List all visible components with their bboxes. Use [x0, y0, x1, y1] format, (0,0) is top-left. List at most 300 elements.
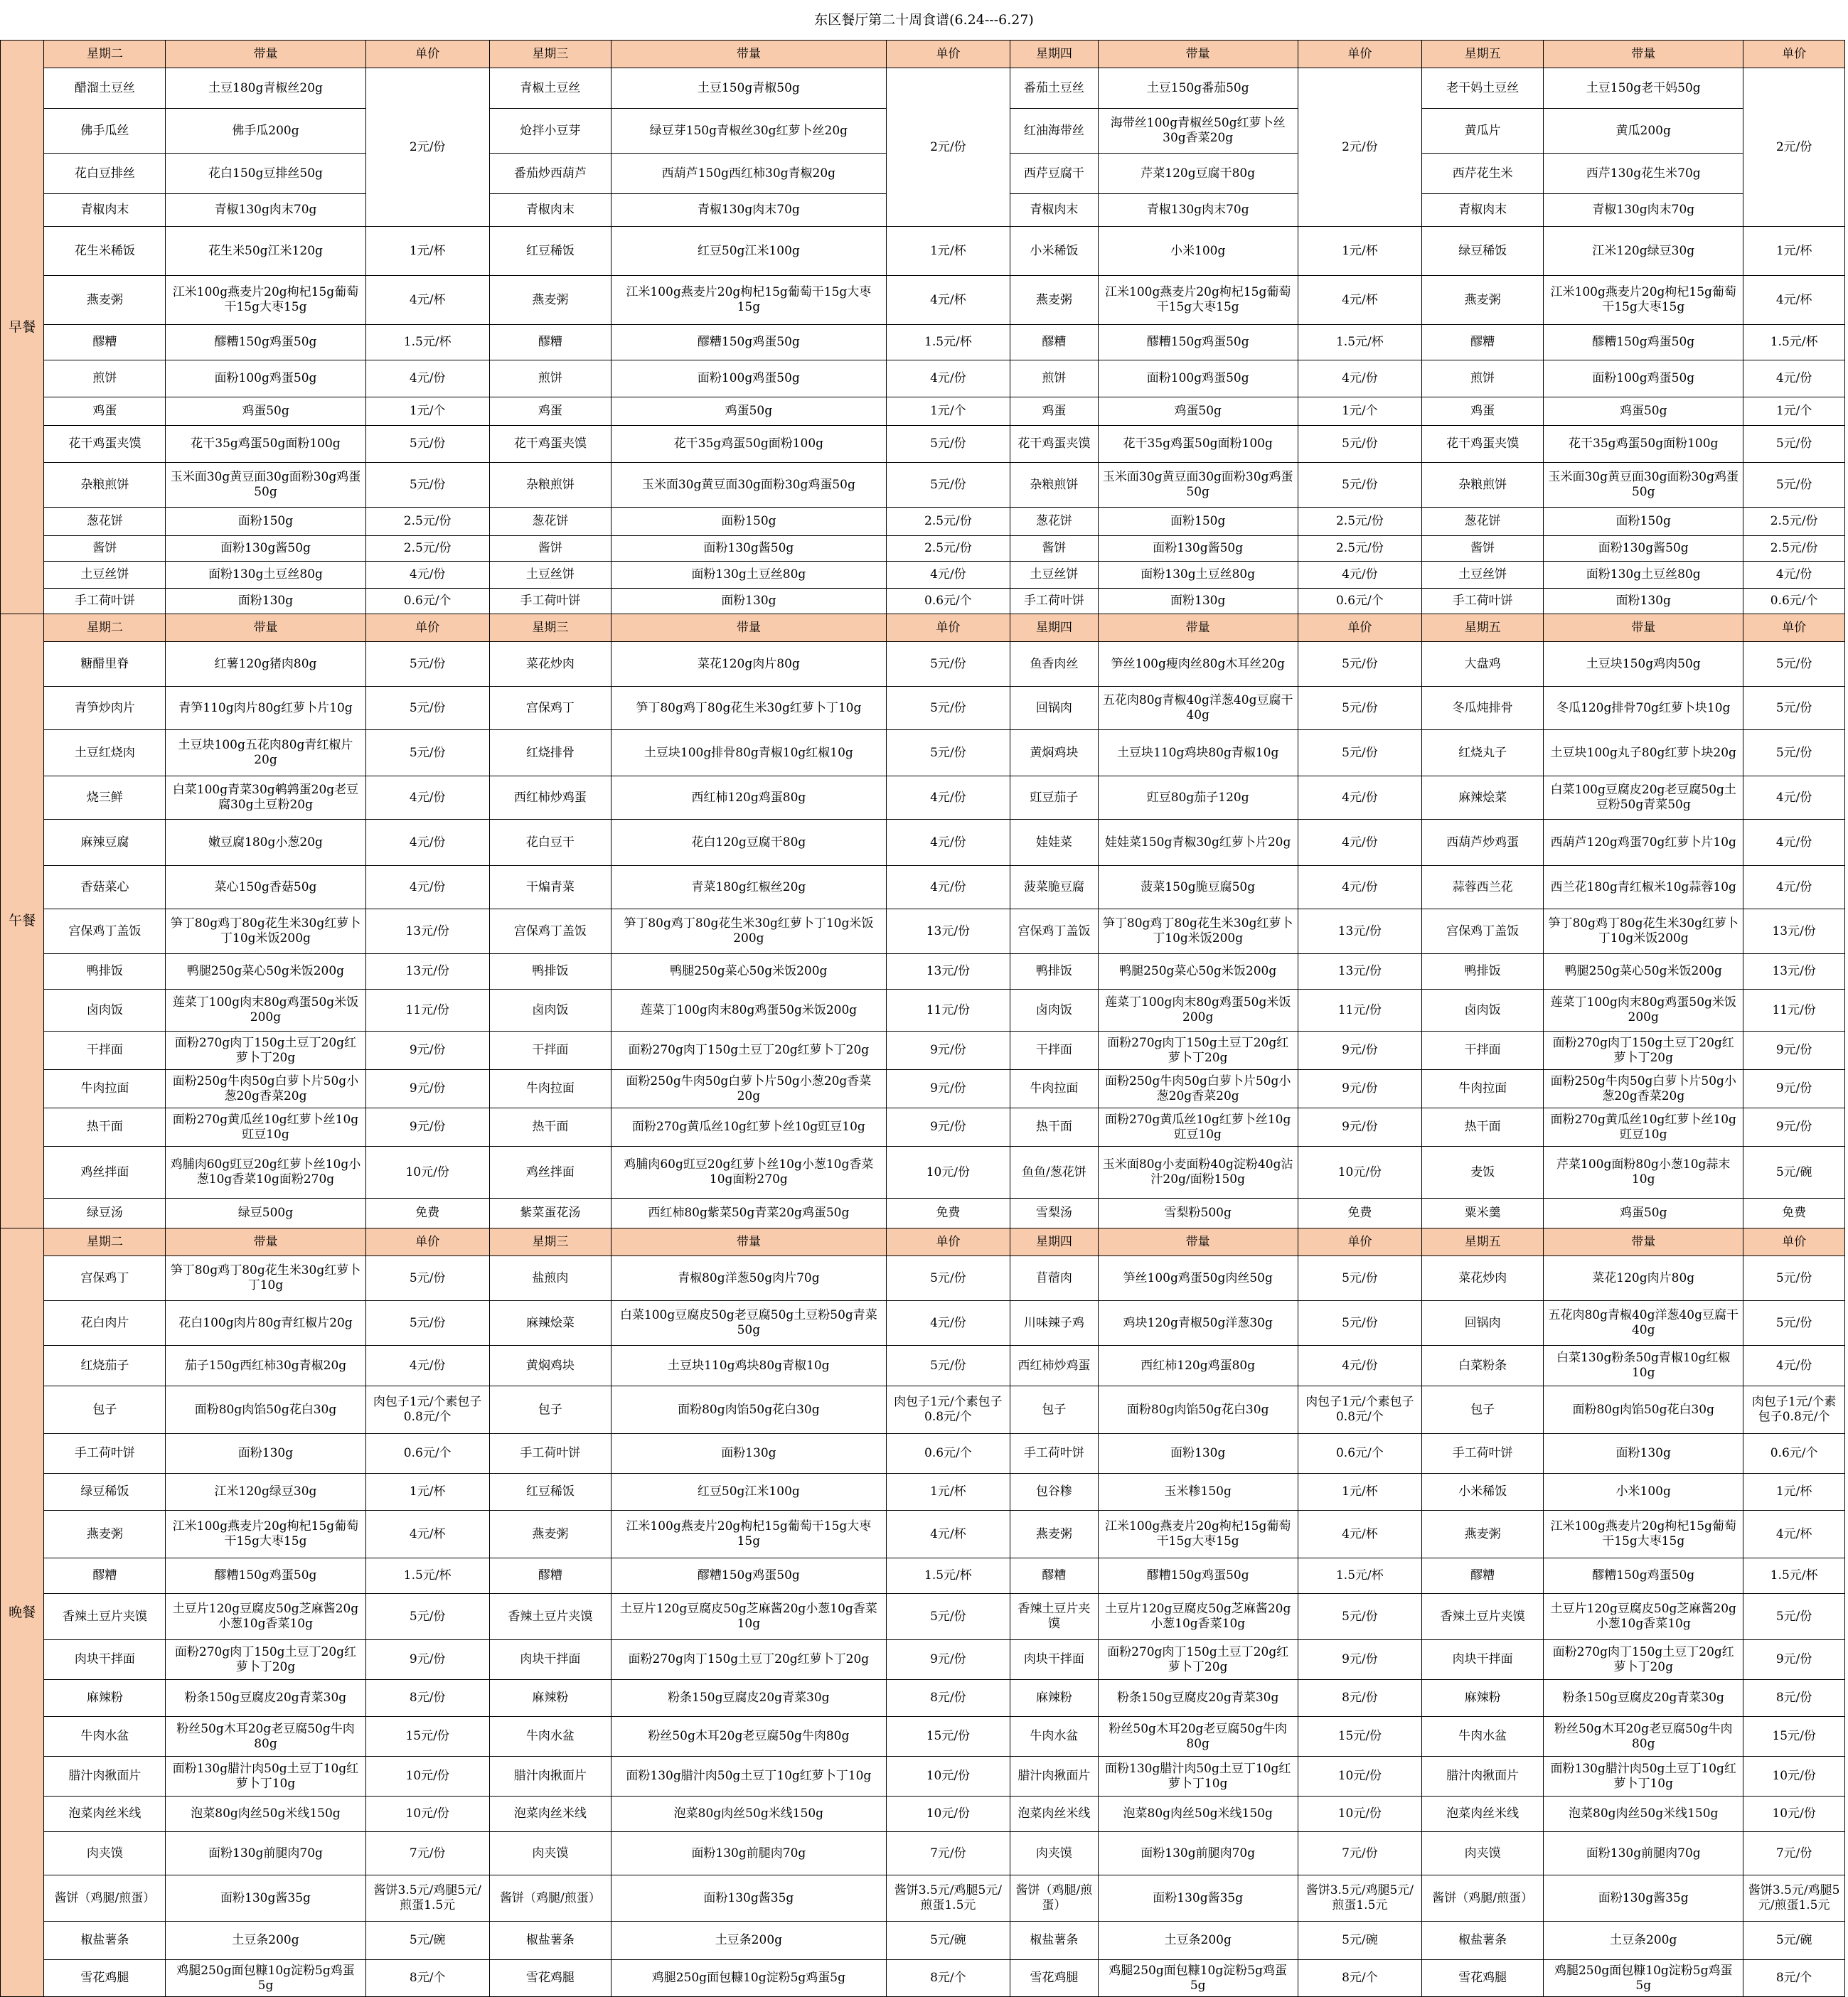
dish-name-cell[interactable]: 醪糟 — [44, 325, 166, 360]
price-cell[interactable]: 4元/杯 — [1298, 1511, 1421, 1558]
price-cell[interactable]: 7元/份 — [886, 1832, 1010, 1875]
dish-name-cell[interactable]: 牛肉拉面 — [44, 1070, 166, 1108]
price-cell[interactable]: 10元/份 — [1743, 1757, 1845, 1797]
price-cell[interactable]: 2元/份 — [1298, 68, 1421, 227]
price-cell[interactable]: 7元/份 — [1743, 1832, 1845, 1875]
portion-cell[interactable]: 鸭腿250g菜心50g米饭200g — [611, 954, 887, 990]
price-cell[interactable]: 5元/份 — [365, 426, 489, 463]
price-cell[interactable]: 1.5元/杯 — [886, 325, 1010, 360]
price-cell[interactable]: 2.5元/份 — [1743, 508, 1845, 536]
price-cell[interactable]: 5元/份 — [365, 463, 489, 508]
price-cell[interactable]: 9元/份 — [365, 1108, 489, 1147]
price-cell[interactable]: 8元/份 — [365, 1680, 489, 1717]
dish-name-cell[interactable]: 糖醋里脊 — [44, 642, 166, 687]
portion-cell[interactable]: 粉丝50g木耳20g老豆腐50g牛肉80g — [1098, 1717, 1298, 1757]
portion-cell[interactable]: 笋丝100g瘦肉丝80g木耳丝20g — [1098, 642, 1298, 687]
price-cell[interactable]: 9元/份 — [886, 1070, 1010, 1108]
price-cell[interactable]: 免费 — [365, 1199, 489, 1228]
dish-name-cell[interactable]: 盐煎肉 — [489, 1256, 611, 1301]
price-cell[interactable]: 2.5元/份 — [886, 508, 1010, 536]
dish-name-cell[interactable]: 醪糟 — [1422, 325, 1544, 360]
price-cell[interactable]: 5元/份 — [365, 1301, 489, 1346]
dish-name-cell[interactable]: 燕麦粥 — [1422, 1511, 1544, 1558]
dish-name-cell[interactable]: 鸭排饭 — [44, 954, 166, 990]
portion-cell[interactable]: 面粉270g黄瓜丝10g红萝卜丝10g豇豆10g — [166, 1108, 365, 1147]
price-cell[interactable]: 1.5元/杯 — [365, 325, 489, 360]
portion-cell[interactable]: 面粉270g肉丁150g土豆丁20g红萝卜丁20g — [166, 1032, 365, 1070]
portion-cell[interactable]: 鸡蛋50g — [611, 397, 887, 426]
price-cell[interactable]: 9元/份 — [886, 1640, 1010, 1680]
portion-cell[interactable]: 面粉130g酱50g — [1098, 536, 1298, 562]
dish-name-cell[interactable]: 土豆丝饼 — [44, 562, 166, 589]
dish-name-cell[interactable]: 绿豆稀饭 — [44, 1474, 166, 1511]
portion-cell[interactable]: 土豆块110g鸡块80g青椒10g — [1098, 730, 1298, 776]
price-cell[interactable]: 10元/份 — [365, 1147, 489, 1199]
price-cell[interactable]: 5元/碗 — [1743, 1147, 1845, 1199]
portion-cell[interactable]: 面粉150g — [1098, 508, 1298, 536]
portion-cell[interactable]: 江米100g燕麦片20g枸杞15g葡萄干15g大枣15g — [611, 276, 887, 325]
dish-name-cell[interactable]: 手工荷叶饼 — [489, 589, 611, 614]
portion-cell[interactable]: 娃娃菜150g青椒30g红萝卜片20g — [1098, 820, 1298, 866]
dish-name-cell[interactable]: 西芹豆腐干 — [1010, 154, 1099, 194]
price-cell[interactable]: 2.5元/份 — [1298, 508, 1421, 536]
portion-cell[interactable]: 土豆条200g — [166, 1922, 365, 1960]
portion-cell[interactable]: 笋丁80g鸡丁80g花生米30g红萝卜丁10g — [166, 1256, 365, 1301]
portion-cell[interactable]: 面粉250g牛肉50g白萝卜片50g小葱20g香菜20g — [611, 1070, 887, 1108]
portion-cell[interactable]: 土豆条200g — [611, 1922, 887, 1960]
price-cell[interactable]: 15元/份 — [365, 1717, 489, 1757]
dish-name-cell[interactable]: 回锅肉 — [1010, 687, 1099, 730]
price-cell[interactable]: 5元/份 — [1298, 1301, 1421, 1346]
price-cell[interactable]: 5元/份 — [1743, 642, 1845, 687]
dish-name-cell[interactable]: 泡菜肉丝米线 — [1010, 1797, 1099, 1832]
portion-cell[interactable]: 面粉130g土豆丝80g — [1098, 562, 1298, 589]
portion-cell[interactable]: 醪糟150g鸡蛋50g — [611, 1558, 887, 1594]
portion-cell[interactable]: 雪梨粉500g — [1098, 1199, 1298, 1228]
dish-name-cell[interactable]: 干拌面 — [1422, 1032, 1544, 1070]
portion-cell[interactable]: 面粉130g前腿肉70g — [1098, 1832, 1298, 1875]
dish-name-cell[interactable]: 香菇菜心 — [44, 866, 166, 909]
portion-cell[interactable]: 土豆150g番茄50g — [1098, 68, 1298, 109]
dish-name-cell[interactable]: 鸭排饭 — [1010, 954, 1099, 990]
portion-cell[interactable]: 面粉150g — [1544, 508, 1743, 536]
price-cell[interactable]: 13元/份 — [365, 909, 489, 954]
price-header[interactable]: 单价 — [886, 41, 1010, 68]
dish-name-cell[interactable]: 鸭排饭 — [1422, 954, 1544, 990]
price-cell[interactable]: 4元/份 — [886, 1301, 1010, 1346]
dish-name-cell[interactable]: 香辣土豆片夹馍 — [489, 1594, 611, 1640]
portion-cell[interactable]: 鸡腿250g面包糠10g淀粉5g鸡蛋5g — [611, 1960, 887, 1997]
dish-name-cell[interactable]: 手工荷叶饼 — [1422, 1434, 1544, 1474]
portion-cell[interactable]: 面粉250g牛肉50g白萝卜片50g小葱20g香菜20g — [1544, 1070, 1743, 1108]
dish-name-cell[interactable]: 肉块干拌面 — [1010, 1640, 1099, 1680]
dish-name-cell[interactable]: 红油海带丝 — [1010, 109, 1099, 154]
price-header[interactable]: 单价 — [886, 1228, 1010, 1256]
portion-cell[interactable]: 鸡蛋50g — [1098, 397, 1298, 426]
price-cell[interactable]: 4元/杯 — [886, 276, 1010, 325]
portion-cell[interactable]: 面粉80g肉馅50g花白30g — [611, 1386, 887, 1434]
portion-cell[interactable]: 醪糟150g鸡蛋50g — [1544, 1558, 1743, 1594]
portion-cell[interactable]: 花白150g豆排丝50g — [166, 154, 365, 194]
dish-name-cell[interactable]: 大盘鸡 — [1422, 642, 1544, 687]
portion-cell[interactable]: 面粉250g牛肉50g白萝卜片50g小葱20g香菜20g — [166, 1070, 365, 1108]
dish-name-cell[interactable]: 热干面 — [44, 1108, 166, 1147]
dish-name-cell[interactable]: 苜蓿肉 — [1010, 1256, 1099, 1301]
price-cell[interactable]: 1元/杯 — [1298, 1474, 1421, 1511]
price-header[interactable]: 单价 — [365, 1228, 489, 1256]
price-cell[interactable]: 肉包子1元/个素包子0.8元/个 — [886, 1386, 1010, 1434]
portion-cell[interactable]: 土豆150g老干妈50g — [1544, 68, 1743, 109]
dish-name-cell[interactable]: 红豆稀饭 — [489, 1474, 611, 1511]
portion-cell[interactable]: 笋丝100g鸡蛋50g肉丝50g — [1098, 1256, 1298, 1301]
dish-name-cell[interactable]: 肉块干拌面 — [489, 1640, 611, 1680]
dish-name-cell[interactable]: 酱饼（鸡腿/煎蛋） — [489, 1875, 611, 1922]
price-cell[interactable]: 2元/份 — [1743, 68, 1845, 227]
price-cell[interactable]: 5元/份 — [365, 730, 489, 776]
portion-cell[interactable]: 土豆片120g豆腐皮50g芝麻酱20g小葱10g香菜10g — [1098, 1594, 1298, 1640]
dish-name-cell[interactable]: 香辣土豆片夹馍 — [44, 1594, 166, 1640]
portion-cell[interactable]: 面粉130g — [611, 589, 887, 614]
portion-cell[interactable]: 醪糟150g鸡蛋50g — [611, 325, 887, 360]
dish-name-cell[interactable]: 麻辣粉 — [1010, 1680, 1099, 1717]
portion-cell[interactable]: 土豆块150g鸡肉50g — [1544, 642, 1743, 687]
portion-cell[interactable]: 花干35g鸡蛋50g面粉100g — [166, 426, 365, 463]
price-cell[interactable]: 5元/份 — [1743, 687, 1845, 730]
portion-cell[interactable]: 土豆片120g豆腐皮50g芝麻酱20g小葱10g香菜10g — [166, 1594, 365, 1640]
portion-cell[interactable]: 五花肉80g青椒40g洋葱40g豆腐干40g — [1098, 687, 1298, 730]
dish-name-cell[interactable]: 鸡蛋 — [1010, 397, 1099, 426]
dish-name-cell[interactable]: 青椒肉末 — [44, 194, 166, 227]
dish-name-cell[interactable]: 土豆红烧肉 — [44, 730, 166, 776]
portion-cell[interactable]: 莲菜丁100g肉末80g鸡蛋50g米饭200g — [1098, 990, 1298, 1032]
portion-cell[interactable]: 玉米面30g黄豆面30g面粉30g鸡蛋50g — [1098, 463, 1298, 508]
portion-cell[interactable]: 西红柿120g鸡蛋80g — [1098, 1346, 1298, 1386]
dish-name-cell[interactable]: 腊汁肉揪面片 — [1422, 1757, 1544, 1797]
portion-cell[interactable]: 江米100g燕麦片20g枸杞15g葡萄干15g大枣15g — [166, 276, 365, 325]
portion-cell[interactable]: 青椒130g肉末70g — [166, 194, 365, 227]
portion-cell[interactable]: 西葫芦150g西红柿30g青椒20g — [611, 154, 887, 194]
dish-name-cell[interactable]: 冬瓜炖排骨 — [1422, 687, 1544, 730]
portion-cell[interactable]: 红豆50g江米100g — [611, 227, 887, 276]
portion-cell[interactable]: 青椒130g肉末70g — [1544, 194, 1743, 227]
portion-cell[interactable]: 面粉100g鸡蛋50g — [1544, 360, 1743, 397]
dish-name-cell[interactable]: 热干面 — [489, 1108, 611, 1147]
dish-name-cell[interactable]: 热干面 — [1010, 1108, 1099, 1147]
dish-name-cell[interactable]: 干拌面 — [44, 1032, 166, 1070]
price-cell[interactable]: 8元/个 — [1298, 1960, 1421, 1997]
portion-cell[interactable]: 黄瓜200g — [1544, 109, 1743, 154]
price-cell[interactable]: 2.5元/份 — [365, 536, 489, 562]
price-cell[interactable]: 13元/份 — [1298, 909, 1421, 954]
portion-cell[interactable]: 面粉270g黄瓜丝10g红萝卜丝10g豇豆10g — [611, 1108, 887, 1147]
dish-name-cell[interactable]: 卤肉饭 — [1422, 990, 1544, 1032]
portion-cell[interactable]: 青笋110g肉片80g红萝卜片10g — [166, 687, 365, 730]
portion-cell[interactable]: 鸡块120g青椒50g洋葱30g — [1098, 1301, 1298, 1346]
dish-name-cell[interactable]: 干煸青菜 — [489, 866, 611, 909]
dish-name-cell[interactable]: 手工荷叶饼 — [489, 1434, 611, 1474]
price-cell[interactable]: 5元/份 — [1743, 426, 1845, 463]
price-cell[interactable]: 0.6元/个 — [365, 589, 489, 614]
dish-name-cell[interactable]: 燕麦粥 — [1422, 276, 1544, 325]
portion-cell[interactable]: 西红柿120g鸡蛋80g — [611, 776, 887, 820]
portion-header[interactable]: 带量 — [166, 614, 365, 642]
price-cell[interactable]: 1元/杯 — [1743, 227, 1845, 276]
price-cell[interactable]: 5元/碗 — [1298, 1922, 1421, 1960]
price-cell[interactable]: 1元/杯 — [886, 227, 1010, 276]
price-cell[interactable]: 5元/份 — [886, 1594, 1010, 1640]
dish-name-cell[interactable]: 青椒肉末 — [489, 194, 611, 227]
portion-cell[interactable]: 菜花120g肉片80g — [611, 642, 887, 687]
price-cell[interactable]: 0.6元/个 — [1743, 1434, 1845, 1474]
portion-cell[interactable]: 土豆180g青椒丝20g — [166, 68, 365, 109]
dish-name-cell[interactable]: 红烧茄子 — [44, 1346, 166, 1386]
dish-name-cell[interactable]: 煎饼 — [1422, 360, 1544, 397]
portion-cell[interactable]: 面粉100g鸡蛋50g — [1098, 360, 1298, 397]
dish-name-cell[interactable]: 麻辣粉 — [44, 1680, 166, 1717]
portion-cell[interactable]: 面粉270g黄瓜丝10g红萝卜丝10g豇豆10g — [1544, 1108, 1743, 1147]
price-cell[interactable]: 9元/份 — [365, 1070, 489, 1108]
portion-cell[interactable]: 土豆块110g鸡块80g青椒10g — [611, 1346, 887, 1386]
dish-name-cell[interactable]: 椒盐薯条 — [1010, 1922, 1099, 1960]
price-cell[interactable]: 酱饼3.5元/鸡腿5元/煎蛋1.5元 — [365, 1875, 489, 1922]
price-cell[interactable]: 9元/份 — [1298, 1640, 1421, 1680]
portion-cell[interactable]: 绿豆芽150g青椒丝30g红萝卜丝20g — [611, 109, 887, 154]
portion-cell[interactable]: 青椒80g洋葱50g肉片70g — [611, 1256, 887, 1301]
dish-name-cell[interactable]: 牛肉拉面 — [1422, 1070, 1544, 1108]
price-cell[interactable]: 5元/份 — [886, 426, 1010, 463]
dish-name-cell[interactable]: 牛肉水盆 — [489, 1717, 611, 1757]
dish-name-cell[interactable]: 干拌面 — [489, 1032, 611, 1070]
price-cell[interactable]: 1元/杯 — [365, 1474, 489, 1511]
dish-name-cell[interactable]: 热干面 — [1422, 1108, 1544, 1147]
price-cell[interactable]: 2.5元/份 — [365, 508, 489, 536]
price-cell[interactable]: 15元/份 — [886, 1717, 1010, 1757]
portion-cell[interactable]: 面粉130g前腿肉70g — [166, 1832, 365, 1875]
price-cell[interactable]: 5元/份 — [1743, 463, 1845, 508]
price-cell[interactable]: 5元/份 — [886, 1346, 1010, 1386]
price-cell[interactable]: 11元/份 — [1298, 990, 1421, 1032]
dish-name-cell[interactable]: 白菜粉条 — [1422, 1346, 1544, 1386]
dish-name-cell[interactable]: 酱饼 — [44, 536, 166, 562]
dish-name-cell[interactable]: 宫保鸡丁盖饭 — [1422, 909, 1544, 954]
portion-cell[interactable]: 土豆片120g豆腐皮50g芝麻酱20g小葱10g香菜10g — [1544, 1594, 1743, 1640]
portion-cell[interactable]: 面粉130g酱35g — [611, 1875, 887, 1922]
portion-cell[interactable]: 面粉130g腊汁肉50g土豆丁10g红萝卜丁10g — [1098, 1757, 1298, 1797]
price-cell[interactable]: 4元/份 — [886, 360, 1010, 397]
dish-name-cell[interactable]: 杂粮煎饼 — [44, 463, 166, 508]
dish-name-cell[interactable]: 手工荷叶饼 — [44, 589, 166, 614]
price-cell[interactable]: 11元/份 — [886, 990, 1010, 1032]
dish-name-cell[interactable]: 烧三鲜 — [44, 776, 166, 820]
price-cell[interactable]: 13元/份 — [886, 909, 1010, 954]
portion-cell[interactable]: 面粉80g肉馅50g花白30g — [1544, 1386, 1743, 1434]
dish-name-cell[interactable]: 菜花炒肉 — [1422, 1256, 1544, 1301]
dish-name-cell[interactable]: 花白豆干 — [489, 820, 611, 866]
portion-cell[interactable]: 面粉130g — [1544, 589, 1743, 614]
portion-cell[interactable]: 白菜100g青菜30g鹌鹑蛋20g老豆腐30g土豆粉20g — [166, 776, 365, 820]
portion-cell[interactable]: 鸡脯肉60g豇豆20g红萝卜丝10g小葱10g香菜10g面粉270g — [166, 1147, 365, 1199]
price-cell[interactable]: 1元/个 — [365, 397, 489, 426]
dish-name-cell[interactable]: 泡菜肉丝米线 — [489, 1797, 611, 1832]
price-cell[interactable]: 11元/份 — [365, 990, 489, 1032]
portion-cell[interactable]: 面粉130g酱50g — [611, 536, 887, 562]
portion-cell[interactable]: 笋丁80g鸡丁80g花生米30g红萝卜丁10g米饭200g — [166, 909, 365, 954]
dish-name-cell[interactable]: 土豆丝饼 — [1422, 562, 1544, 589]
price-cell[interactable]: 8元/份 — [1298, 1680, 1421, 1717]
dish-name-cell[interactable]: 手工荷叶饼 — [44, 1434, 166, 1474]
dish-name-cell[interactable]: 宫保鸡丁 — [44, 1256, 166, 1301]
portion-cell[interactable]: 醪糟150g鸡蛋50g — [1544, 325, 1743, 360]
portion-cell[interactable]: 绿豆500g — [166, 1199, 365, 1228]
portion-header[interactable]: 带量 — [1098, 41, 1298, 68]
portion-cell[interactable]: 面粉130g酱35g — [166, 1875, 365, 1922]
portion-cell[interactable]: 小米100g — [1544, 1474, 1743, 1511]
dish-name-cell[interactable]: 宫保鸡丁盖饭 — [1010, 909, 1099, 954]
portion-cell[interactable]: 白菜130g粉条50g青椒10g红椒10g — [1544, 1346, 1743, 1386]
portion-header[interactable]: 带量 — [611, 614, 887, 642]
portion-cell[interactable]: 莲菜丁100g肉末80g鸡蛋50g米饭200g — [1544, 990, 1743, 1032]
portion-cell[interactable]: 西葫芦120g鸡蛋70g红萝卜片10g — [1544, 820, 1743, 866]
dish-name-cell[interactable]: 鸡蛋 — [1422, 397, 1544, 426]
price-cell[interactable]: 4元/份 — [1743, 866, 1845, 909]
price-cell[interactable]: 5元/份 — [1743, 1301, 1845, 1346]
price-cell[interactable]: 1.5元/杯 — [365, 1558, 489, 1594]
dish-name-cell[interactable]: 卤肉饭 — [1010, 990, 1099, 1032]
price-cell[interactable]: 4元/份 — [1743, 1346, 1845, 1386]
dish-name-cell[interactable]: 鸡蛋 — [489, 397, 611, 426]
portion-cell[interactable]: 笋丁80g鸡丁80g花生米30g红萝卜丁10g米饭200g — [1544, 909, 1743, 954]
price-cell[interactable]: 5元/份 — [365, 1256, 489, 1301]
price-cell[interactable]: 15元/份 — [1298, 1717, 1421, 1757]
portion-cell[interactable]: 鸡蛋50g — [1544, 1199, 1743, 1228]
dish-name-cell[interactable]: 椒盐薯条 — [1422, 1922, 1544, 1960]
dish-name-cell[interactable]: 小米稀饭 — [1422, 1474, 1544, 1511]
portion-cell[interactable]: 面粉130g腊汁肉50g土豆丁10g红萝卜丁10g — [1544, 1757, 1743, 1797]
dish-name-cell[interactable]: 醪糟 — [44, 1558, 166, 1594]
price-cell[interactable]: 5元/份 — [1298, 1256, 1421, 1301]
price-cell[interactable]: 4元/份 — [1298, 1346, 1421, 1386]
dish-name-cell[interactable]: 菠菜脆豆腐 — [1010, 866, 1099, 909]
dish-name-cell[interactable]: 宫保鸡丁盖饭 — [44, 909, 166, 954]
dish-name-cell[interactable]: 娃娃菜 — [1010, 820, 1099, 866]
portion-cell[interactable]: 粉丝50g木耳20g老豆腐50g牛肉80g — [166, 1717, 365, 1757]
dish-name-cell[interactable]: 花白肉片 — [44, 1301, 166, 1346]
price-cell[interactable]: 4元/杯 — [365, 1511, 489, 1558]
price-cell[interactable]: 4元/份 — [365, 360, 489, 397]
portion-cell[interactable]: 江米100g燕麦片20g枸杞15g葡萄干15g大枣15g — [1544, 1511, 1743, 1558]
price-cell[interactable]: 9元/份 — [365, 1032, 489, 1070]
portion-cell[interactable]: 面粉130g酱35g — [1544, 1875, 1743, 1922]
dish-name-cell[interactable]: 醋溜土豆丝 — [44, 68, 166, 109]
price-cell[interactable]: 4元/份 — [365, 866, 489, 909]
portion-cell[interactable]: 面粉250g牛肉50g白萝卜片50g小葱20g香菜20g — [1098, 1070, 1298, 1108]
dish-name-cell[interactable]: 煎饼 — [1010, 360, 1099, 397]
dish-name-cell[interactable]: 醪糟 — [489, 1558, 611, 1594]
price-cell[interactable]: 5元/份 — [365, 687, 489, 730]
day-header[interactable]: 星期二 — [44, 1228, 166, 1256]
dish-name-cell[interactable]: 葱花饼 — [1422, 508, 1544, 536]
portion-cell[interactable]: 醪糟150g鸡蛋50g — [166, 325, 365, 360]
portion-cell[interactable]: 西芹130g花生米70g — [1544, 154, 1743, 194]
price-cell[interactable]: 肉包子1元/个素包子0.8元/个 — [1743, 1386, 1845, 1434]
portion-cell[interactable]: 笋丁80g鸡丁80g花生米30g红萝卜丁10g米饭200g — [611, 909, 887, 954]
dish-name-cell[interactable]: 酱饼 — [1422, 536, 1544, 562]
dish-name-cell[interactable]: 麻辣豆腐 — [44, 820, 166, 866]
price-cell[interactable]: 11元/份 — [1743, 990, 1845, 1032]
price-cell[interactable]: 5元/份 — [886, 1256, 1010, 1301]
dish-name-cell[interactable]: 泡菜肉丝米线 — [44, 1797, 166, 1832]
portion-cell[interactable]: 泡菜80g肉丝50g米线150g — [611, 1797, 887, 1832]
portion-cell[interactable]: 江米100g燕麦片20g枸杞15g葡萄干15g大枣15g — [166, 1511, 365, 1558]
dish-name-cell[interactable]: 醪糟 — [1010, 325, 1099, 360]
portion-cell[interactable]: 泡菜80g肉丝50g米线150g — [166, 1797, 365, 1832]
portion-header[interactable]: 带量 — [1098, 1228, 1298, 1256]
portion-cell[interactable]: 五花肉80g青椒40g洋葱40g豆腐干40g — [1544, 1301, 1743, 1346]
portion-header[interactable]: 带量 — [166, 1228, 365, 1256]
portion-cell[interactable]: 土豆块100g五花肉80g青红椒片20g — [166, 730, 365, 776]
portion-header[interactable]: 带量 — [166, 41, 365, 68]
portion-cell[interactable]: 醪糟150g鸡蛋50g — [1098, 1558, 1298, 1594]
price-cell[interactable]: 8元/个 — [886, 1960, 1010, 1997]
portion-cell[interactable]: 玉米面80g小麦面粉40g淀粉40g沾汁20g/面粉150g — [1098, 1147, 1298, 1199]
portion-cell[interactable]: 菜心150g香菇50g — [166, 866, 365, 909]
dish-name-cell[interactable]: 燕麦粥 — [489, 276, 611, 325]
price-cell[interactable]: 4元/份 — [365, 776, 489, 820]
dish-name-cell[interactable]: 椒盐薯条 — [44, 1922, 166, 1960]
portion-cell[interactable]: 面粉130g土豆丝80g — [611, 562, 887, 589]
portion-cell[interactable]: 鸭腿250g菜心50g米饭200g — [166, 954, 365, 990]
portion-cell[interactable]: 面粉130g — [1544, 1434, 1743, 1474]
dish-name-cell[interactable]: 牛肉水盆 — [1010, 1717, 1099, 1757]
price-cell[interactable]: 0.6元/个 — [365, 1434, 489, 1474]
portion-cell[interactable]: 粉条150g豆腐皮20g青菜30g — [1544, 1680, 1743, 1717]
dish-name-cell[interactable]: 肉夹馍 — [1010, 1832, 1099, 1875]
portion-cell[interactable]: 笋丁80g鸡丁80g花生米30g红萝卜丁10g — [611, 687, 887, 730]
dish-name-cell[interactable]: 葱花饼 — [44, 508, 166, 536]
dish-name-cell[interactable]: 鸡蛋 — [44, 397, 166, 426]
portion-cell[interactable]: 粉条150g豆腐皮20g青菜30g — [1098, 1680, 1298, 1717]
day-header[interactable]: 星期二 — [44, 614, 166, 642]
dish-name-cell[interactable]: 西芹花生米 — [1422, 154, 1544, 194]
dish-name-cell[interactable]: 红烧排骨 — [489, 730, 611, 776]
dish-name-cell[interactable]: 绿豆稀饭 — [1422, 227, 1544, 276]
price-cell[interactable]: 13元/份 — [886, 954, 1010, 990]
dish-name-cell[interactable]: 酱饼 — [1010, 536, 1099, 562]
portion-cell[interactable]: 江米100g燕麦片20g枸杞15g葡萄干15g大枣15g — [1544, 276, 1743, 325]
price-cell[interactable]: 5元/份 — [1298, 730, 1421, 776]
price-cell[interactable]: 10元/份 — [1298, 1757, 1421, 1797]
meal-label[interactable]: 早餐 — [1, 41, 44, 614]
portion-cell[interactable]: 鸡蛋50g — [166, 397, 365, 426]
dish-name-cell[interactable]: 黄瓜片 — [1422, 109, 1544, 154]
price-cell[interactable]: 5元/份 — [1298, 426, 1421, 463]
dish-name-cell[interactable]: 宫保鸡丁 — [489, 687, 611, 730]
dish-name-cell[interactable]: 麦饭 — [1422, 1147, 1544, 1199]
price-cell[interactable]: 9元/份 — [1743, 1640, 1845, 1680]
dish-name-cell[interactable]: 雪梨汤 — [1010, 1199, 1099, 1228]
dish-name-cell[interactable]: 麻辣烩菜 — [1422, 776, 1544, 820]
price-cell[interactable]: 9元/份 — [1298, 1070, 1421, 1108]
dish-name-cell[interactable]: 杂粮煎饼 — [489, 463, 611, 508]
price-cell[interactable]: 1元/个 — [1298, 397, 1421, 426]
dish-name-cell[interactable]: 燕麦粥 — [1010, 1511, 1099, 1558]
portion-cell[interactable]: 笋丁80g鸡丁80g花生米30g红萝卜丁10g米饭200g — [1098, 909, 1298, 954]
day-header[interactable]: 星期二 — [44, 41, 166, 68]
dish-name-cell[interactable]: 包子 — [1010, 1386, 1099, 1434]
price-cell[interactable]: 5元/份 — [365, 1594, 489, 1640]
portion-cell[interactable]: 小米100g — [1098, 227, 1298, 276]
dish-name-cell[interactable]: 雪花鸡腿 — [1422, 1960, 1544, 1997]
